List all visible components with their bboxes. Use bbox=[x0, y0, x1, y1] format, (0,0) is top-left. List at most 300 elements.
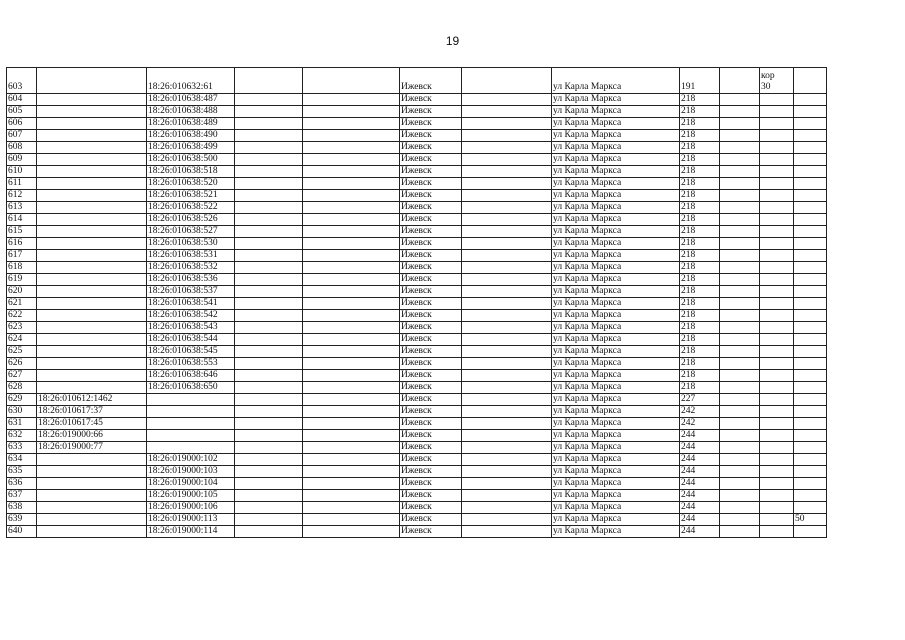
empty-cell bbox=[235, 238, 303, 250]
apartment-cell bbox=[794, 286, 827, 298]
cadastral-number-a bbox=[37, 286, 147, 298]
building-cell bbox=[760, 298, 794, 310]
city-cell: Ижевск bbox=[400, 286, 462, 298]
table-row bbox=[7, 406, 827, 418]
row-number: 622 bbox=[7, 310, 37, 322]
cadastral-number-a bbox=[37, 478, 147, 490]
city-cell: Ижевск bbox=[400, 406, 462, 418]
table-row bbox=[7, 262, 827, 274]
building-cell bbox=[760, 430, 794, 442]
table-row bbox=[7, 502, 827, 514]
empty-cell bbox=[462, 346, 552, 358]
empty-cell bbox=[303, 358, 400, 370]
house-cell: 218 bbox=[680, 226, 720, 238]
empty-cell bbox=[462, 154, 552, 166]
cadastral-number-b: 18:26:010638:541 bbox=[147, 298, 235, 310]
empty-cell bbox=[235, 502, 303, 514]
city-cell: Ижевск bbox=[400, 370, 462, 382]
empty-cell bbox=[235, 286, 303, 298]
empty-cell bbox=[720, 514, 760, 526]
row-number: 625 bbox=[7, 346, 37, 358]
cadastral-number-b: 18:26:010638:500 bbox=[147, 154, 235, 166]
empty-cell bbox=[462, 322, 552, 334]
empty-cell bbox=[235, 514, 303, 526]
table-row bbox=[7, 478, 827, 490]
cadastral-number-a bbox=[37, 514, 147, 526]
empty-cell bbox=[235, 370, 303, 382]
page-number: 19 bbox=[445, 34, 460, 48]
city-cell: Ижевск bbox=[400, 298, 462, 310]
empty-cell bbox=[462, 418, 552, 430]
empty-cell bbox=[303, 178, 400, 190]
row-number: 610 bbox=[7, 166, 37, 178]
building-cell bbox=[760, 454, 794, 466]
city-cell: Ижевск bbox=[400, 250, 462, 262]
empty-cell bbox=[235, 202, 303, 214]
empty-cell bbox=[303, 322, 400, 334]
building-cell bbox=[760, 334, 794, 346]
house-cell: 244 bbox=[680, 526, 720, 538]
empty-cell bbox=[462, 466, 552, 478]
city-cell: Ижевск bbox=[400, 346, 462, 358]
cadastral-number-b: 18:26:010638:521 bbox=[147, 190, 235, 202]
empty-cell bbox=[720, 106, 760, 118]
city-cell: Ижевск bbox=[400, 226, 462, 238]
building-cell bbox=[760, 154, 794, 166]
street-cell: ул Карла Маркса bbox=[552, 238, 680, 250]
apartment-cell bbox=[794, 214, 827, 226]
building-cell bbox=[760, 262, 794, 274]
table-row bbox=[7, 430, 827, 442]
cadastral-number-a bbox=[37, 190, 147, 202]
empty-cell bbox=[303, 370, 400, 382]
city-cell: Ижевск bbox=[400, 382, 462, 394]
cadastral-number-b: 18:26:010638:488 bbox=[147, 106, 235, 118]
building-cell bbox=[760, 310, 794, 322]
building-number: 30 bbox=[761, 82, 771, 92]
empty-cell bbox=[720, 454, 760, 466]
row-number: 608 bbox=[7, 142, 37, 154]
table-row bbox=[7, 382, 827, 394]
row-number: 605 bbox=[7, 106, 37, 118]
cadastral-number-a bbox=[37, 68, 147, 94]
street-cell: ул Карла Маркса bbox=[552, 418, 680, 430]
empty-cell bbox=[462, 142, 552, 154]
street-cell: ул Карла Маркса bbox=[552, 250, 680, 262]
city-cell: Ижевск bbox=[400, 106, 462, 118]
cadastral-number-a bbox=[37, 370, 147, 382]
building-cell bbox=[760, 130, 794, 142]
table-row bbox=[7, 358, 827, 370]
street-cell: ул Карла Маркса bbox=[552, 370, 680, 382]
row-number: 628 bbox=[7, 382, 37, 394]
empty-cell bbox=[462, 382, 552, 394]
empty-cell bbox=[720, 370, 760, 382]
empty-cell bbox=[462, 130, 552, 142]
cadastral-number-b: 18:26:010632:61 bbox=[147, 68, 235, 94]
row-number: 617 bbox=[7, 250, 37, 262]
house-cell: 218 bbox=[680, 334, 720, 346]
house-cell: 218 bbox=[680, 262, 720, 274]
house-cell: 218 bbox=[680, 142, 720, 154]
empty-cell bbox=[462, 178, 552, 190]
empty-cell bbox=[462, 334, 552, 346]
apartment-cell bbox=[794, 430, 827, 442]
empty-cell bbox=[303, 442, 400, 454]
empty-cell bbox=[235, 154, 303, 166]
cadastral-number-a bbox=[37, 154, 147, 166]
empty-cell bbox=[303, 526, 400, 538]
apartment-cell bbox=[794, 310, 827, 322]
street-cell: ул Карла Маркса bbox=[552, 286, 680, 298]
city-cell: Ижевск bbox=[400, 68, 462, 94]
cadastral-number-b: 18:26:019000:113 bbox=[147, 514, 235, 526]
empty-cell bbox=[303, 106, 400, 118]
empty-cell bbox=[303, 190, 400, 202]
empty-cell bbox=[303, 514, 400, 526]
street-cell: ул Карла Маркса bbox=[552, 394, 680, 406]
apartment-cell bbox=[794, 334, 827, 346]
empty-cell bbox=[235, 166, 303, 178]
street-cell: ул Карла Маркса bbox=[552, 130, 680, 142]
street-cell: ул Карла Маркса bbox=[552, 454, 680, 466]
table-row bbox=[7, 202, 827, 214]
table-row bbox=[7, 190, 827, 202]
empty-cell bbox=[462, 298, 552, 310]
empty-cell bbox=[303, 346, 400, 358]
cadastral-number-a: 18:26:019000:66 bbox=[37, 430, 147, 442]
street-cell: ул Карла Маркса bbox=[552, 382, 680, 394]
apartment-cell bbox=[794, 178, 827, 190]
empty-cell bbox=[235, 226, 303, 238]
house-cell: 218 bbox=[680, 298, 720, 310]
empty-cell bbox=[303, 478, 400, 490]
city-cell: Ижевск bbox=[400, 466, 462, 478]
house-cell: 218 bbox=[680, 130, 720, 142]
apartment-cell bbox=[794, 298, 827, 310]
empty-cell bbox=[235, 142, 303, 154]
cadastral-number-a bbox=[37, 94, 147, 106]
building-cell bbox=[760, 514, 794, 526]
empty-cell bbox=[720, 178, 760, 190]
apartment-cell bbox=[794, 202, 827, 214]
empty-cell bbox=[462, 250, 552, 262]
apartment-cell bbox=[794, 346, 827, 358]
cadastral-number-a bbox=[37, 262, 147, 274]
city-cell: Ижевск bbox=[400, 310, 462, 322]
street-cell: ул Карла Маркса bbox=[552, 514, 680, 526]
empty-cell bbox=[462, 370, 552, 382]
empty-cell bbox=[303, 238, 400, 250]
apartment-cell bbox=[794, 154, 827, 166]
street-cell: ул Карла Маркса bbox=[552, 430, 680, 442]
row-number: 619 bbox=[7, 274, 37, 286]
cadastral-number-b: 18:26:010638:487 bbox=[147, 94, 235, 106]
apartment-cell bbox=[794, 226, 827, 238]
city-cell: Ижевск bbox=[400, 526, 462, 538]
empty-cell bbox=[720, 478, 760, 490]
empty-cell bbox=[462, 94, 552, 106]
empty-cell bbox=[303, 406, 400, 418]
cadastral-number-b: 18:26:019000:102 bbox=[147, 454, 235, 466]
empty-cell bbox=[235, 418, 303, 430]
row-number: 627 bbox=[7, 370, 37, 382]
empty-cell bbox=[235, 250, 303, 262]
house-cell: 218 bbox=[680, 358, 720, 370]
street-cell: ул Карла Маркса bbox=[552, 502, 680, 514]
empty-cell bbox=[720, 154, 760, 166]
apartment-cell bbox=[794, 130, 827, 142]
empty-cell bbox=[235, 454, 303, 466]
table-row bbox=[7, 106, 827, 118]
city-cell: Ижевск bbox=[400, 214, 462, 226]
street-cell: ул Карла Маркса bbox=[552, 298, 680, 310]
empty-cell bbox=[720, 130, 760, 142]
apartment-cell bbox=[794, 382, 827, 394]
table-row bbox=[7, 454, 827, 466]
empty-cell bbox=[720, 466, 760, 478]
table-row bbox=[7, 442, 827, 454]
cadastral-number-a bbox=[37, 106, 147, 118]
empty-cell bbox=[235, 490, 303, 502]
empty-cell bbox=[235, 106, 303, 118]
empty-cell bbox=[462, 358, 552, 370]
street-cell: ул Карла Маркса bbox=[552, 466, 680, 478]
city-cell: Ижевск bbox=[400, 490, 462, 502]
empty-cell bbox=[303, 418, 400, 430]
city-cell: Ижевск bbox=[400, 418, 462, 430]
empty-cell bbox=[720, 202, 760, 214]
house-cell: 218 bbox=[680, 154, 720, 166]
cadastral-number-b: 18:26:010638:544 bbox=[147, 334, 235, 346]
cadastral-number-a bbox=[37, 274, 147, 286]
house-cell: 218 bbox=[680, 190, 720, 202]
empty-cell bbox=[235, 298, 303, 310]
street-cell: ул Карла Маркса bbox=[552, 346, 680, 358]
apartment-cell bbox=[794, 274, 827, 286]
building-cell bbox=[760, 406, 794, 418]
cadastral-number-a bbox=[37, 466, 147, 478]
apartment-cell bbox=[794, 490, 827, 502]
empty-cell bbox=[303, 298, 400, 310]
empty-cell bbox=[462, 226, 552, 238]
table-row bbox=[7, 394, 827, 406]
street-cell: ул Карла Маркса bbox=[552, 358, 680, 370]
empty-cell bbox=[235, 322, 303, 334]
empty-cell bbox=[235, 310, 303, 322]
table-row bbox=[7, 418, 827, 430]
cadastral-number-b: 18:26:010638:531 bbox=[147, 250, 235, 262]
cadastral-number-b: 18:26:019000:106 bbox=[147, 502, 235, 514]
building-cell bbox=[760, 346, 794, 358]
empty-cell bbox=[303, 274, 400, 286]
apartment-cell bbox=[794, 406, 827, 418]
city-cell: Ижевск bbox=[400, 178, 462, 190]
apartment-cell bbox=[794, 478, 827, 490]
empty-cell bbox=[720, 250, 760, 262]
empty-cell bbox=[303, 430, 400, 442]
empty-cell bbox=[235, 358, 303, 370]
city-cell: Ижевск bbox=[400, 238, 462, 250]
empty-cell bbox=[303, 94, 400, 106]
row-number: 624 bbox=[7, 334, 37, 346]
house-cell: 218 bbox=[680, 286, 720, 298]
table-row bbox=[7, 346, 827, 358]
street-cell: ул Карла Маркса bbox=[552, 226, 680, 238]
house-cell: 244 bbox=[680, 466, 720, 478]
empty-cell bbox=[303, 490, 400, 502]
cadastral-number-b: 18:26:010638:526 bbox=[147, 214, 235, 226]
table-row bbox=[7, 466, 827, 478]
empty-cell bbox=[303, 310, 400, 322]
empty-cell bbox=[235, 178, 303, 190]
apartment-cell bbox=[794, 418, 827, 430]
row-number: 630 bbox=[7, 406, 37, 418]
cadastral-number-b: 18:26:010638:650 bbox=[147, 382, 235, 394]
street-cell: ул Карла Маркса bbox=[552, 106, 680, 118]
apartment-cell bbox=[794, 526, 827, 538]
cadastral-number-b: 18:26:010638:536 bbox=[147, 274, 235, 286]
cadastral-number-a bbox=[37, 526, 147, 538]
empty-cell bbox=[720, 166, 760, 178]
empty-cell bbox=[720, 94, 760, 106]
empty-cell bbox=[462, 190, 552, 202]
table-row bbox=[7, 490, 827, 502]
street-cell: ул Карла Маркса bbox=[552, 190, 680, 202]
cadastral-number-b bbox=[147, 430, 235, 442]
city-cell: Ижевск bbox=[400, 454, 462, 466]
table-row bbox=[7, 250, 827, 262]
row-number: 623 bbox=[7, 322, 37, 334]
empty-cell bbox=[235, 526, 303, 538]
cadastral-number-b: 18:26:010638:520 bbox=[147, 178, 235, 190]
house-cell: 218 bbox=[680, 238, 720, 250]
row-number: 614 bbox=[7, 214, 37, 226]
cadastral-number-a bbox=[37, 334, 147, 346]
empty-cell bbox=[462, 514, 552, 526]
apartment-cell bbox=[794, 442, 827, 454]
empty-cell bbox=[303, 382, 400, 394]
apartment-cell bbox=[794, 370, 827, 382]
street-cell: ул Карла Маркса bbox=[552, 322, 680, 334]
building-cell bbox=[760, 382, 794, 394]
empty-cell bbox=[303, 454, 400, 466]
street-cell: ул Карла Маркса bbox=[552, 406, 680, 418]
table-row bbox=[7, 130, 827, 142]
cadastral-number-a: 18:26:010612:1462 bbox=[37, 394, 147, 406]
cadastral-number-b: 18:26:010638:490 bbox=[147, 130, 235, 142]
cadastral-number-a bbox=[37, 130, 147, 142]
row-number: 637 bbox=[7, 490, 37, 502]
building-cell bbox=[760, 370, 794, 382]
cadastral-number-b: 18:26:010638:499 bbox=[147, 142, 235, 154]
building-cell bbox=[760, 118, 794, 130]
cadastral-number-a bbox=[37, 346, 147, 358]
street-cell: ул Карла Маркса bbox=[552, 94, 680, 106]
empty-cell bbox=[303, 202, 400, 214]
table-row bbox=[7, 310, 827, 322]
empty-cell bbox=[720, 334, 760, 346]
empty-cell bbox=[303, 394, 400, 406]
row-number: 629 bbox=[7, 394, 37, 406]
street-cell: ул Карла Маркса bbox=[552, 262, 680, 274]
apartment-cell bbox=[794, 322, 827, 334]
city-cell: Ижевск bbox=[400, 154, 462, 166]
table-row bbox=[7, 286, 827, 298]
empty-cell bbox=[720, 358, 760, 370]
empty-cell bbox=[235, 430, 303, 442]
table-row bbox=[7, 154, 827, 166]
house-cell: 191 bbox=[680, 68, 720, 94]
empty-cell bbox=[235, 346, 303, 358]
house-cell: 218 bbox=[680, 178, 720, 190]
empty-cell bbox=[235, 190, 303, 202]
empty-cell bbox=[235, 406, 303, 418]
street-cell: ул Карла Маркса bbox=[552, 442, 680, 454]
empty-cell bbox=[462, 310, 552, 322]
empty-cell bbox=[462, 502, 552, 514]
empty-cell bbox=[235, 466, 303, 478]
building-cell bbox=[760, 106, 794, 118]
empty-cell bbox=[235, 394, 303, 406]
cadastral-number-a: 18:26:019000:77 bbox=[37, 442, 147, 454]
empty-cell bbox=[720, 502, 760, 514]
cadastral-number-a bbox=[37, 178, 147, 190]
empty-cell bbox=[303, 142, 400, 154]
house-cell: 218 bbox=[680, 382, 720, 394]
house-cell: 218 bbox=[680, 166, 720, 178]
house-cell: 218 bbox=[680, 274, 720, 286]
empty-cell bbox=[462, 406, 552, 418]
row-number: 607 bbox=[7, 130, 37, 142]
cadastral-number-a bbox=[37, 226, 147, 238]
building-cell bbox=[760, 286, 794, 298]
building-cell bbox=[760, 322, 794, 334]
empty-cell bbox=[235, 118, 303, 130]
building-cell bbox=[760, 68, 794, 94]
row-number: 636 bbox=[7, 478, 37, 490]
apartment-cell bbox=[794, 394, 827, 406]
empty-cell bbox=[720, 442, 760, 454]
street-cell: ул Карла Маркса bbox=[552, 166, 680, 178]
building-cell bbox=[760, 166, 794, 178]
row-number: 639 bbox=[7, 514, 37, 526]
house-cell: 218 bbox=[680, 214, 720, 226]
city-cell: Ижевск bbox=[400, 142, 462, 154]
street-cell: ул Карла Маркса bbox=[552, 68, 680, 94]
empty-cell bbox=[720, 346, 760, 358]
empty-cell bbox=[720, 68, 760, 94]
house-cell: 218 bbox=[680, 346, 720, 358]
empty-cell bbox=[462, 118, 552, 130]
table-row bbox=[7, 118, 827, 130]
cadastral-number-a bbox=[37, 310, 147, 322]
row-number: 631 bbox=[7, 418, 37, 430]
building-cell bbox=[760, 466, 794, 478]
row-number: 604 bbox=[7, 94, 37, 106]
cadastral-number-a bbox=[37, 502, 147, 514]
cadastral-number-b: 18:26:010638:543 bbox=[147, 322, 235, 334]
cadastral-number-b: 18:26:010638:532 bbox=[147, 262, 235, 274]
cadastral-number-b: 18:26:010638:522 bbox=[147, 202, 235, 214]
house-cell: 218 bbox=[680, 310, 720, 322]
city-cell: Ижевск bbox=[400, 118, 462, 130]
cadastral-number-a bbox=[37, 454, 147, 466]
registry-table bbox=[6, 67, 827, 538]
table-row bbox=[7, 166, 827, 178]
row-number: 613 bbox=[7, 202, 37, 214]
house-cell: 218 bbox=[680, 370, 720, 382]
